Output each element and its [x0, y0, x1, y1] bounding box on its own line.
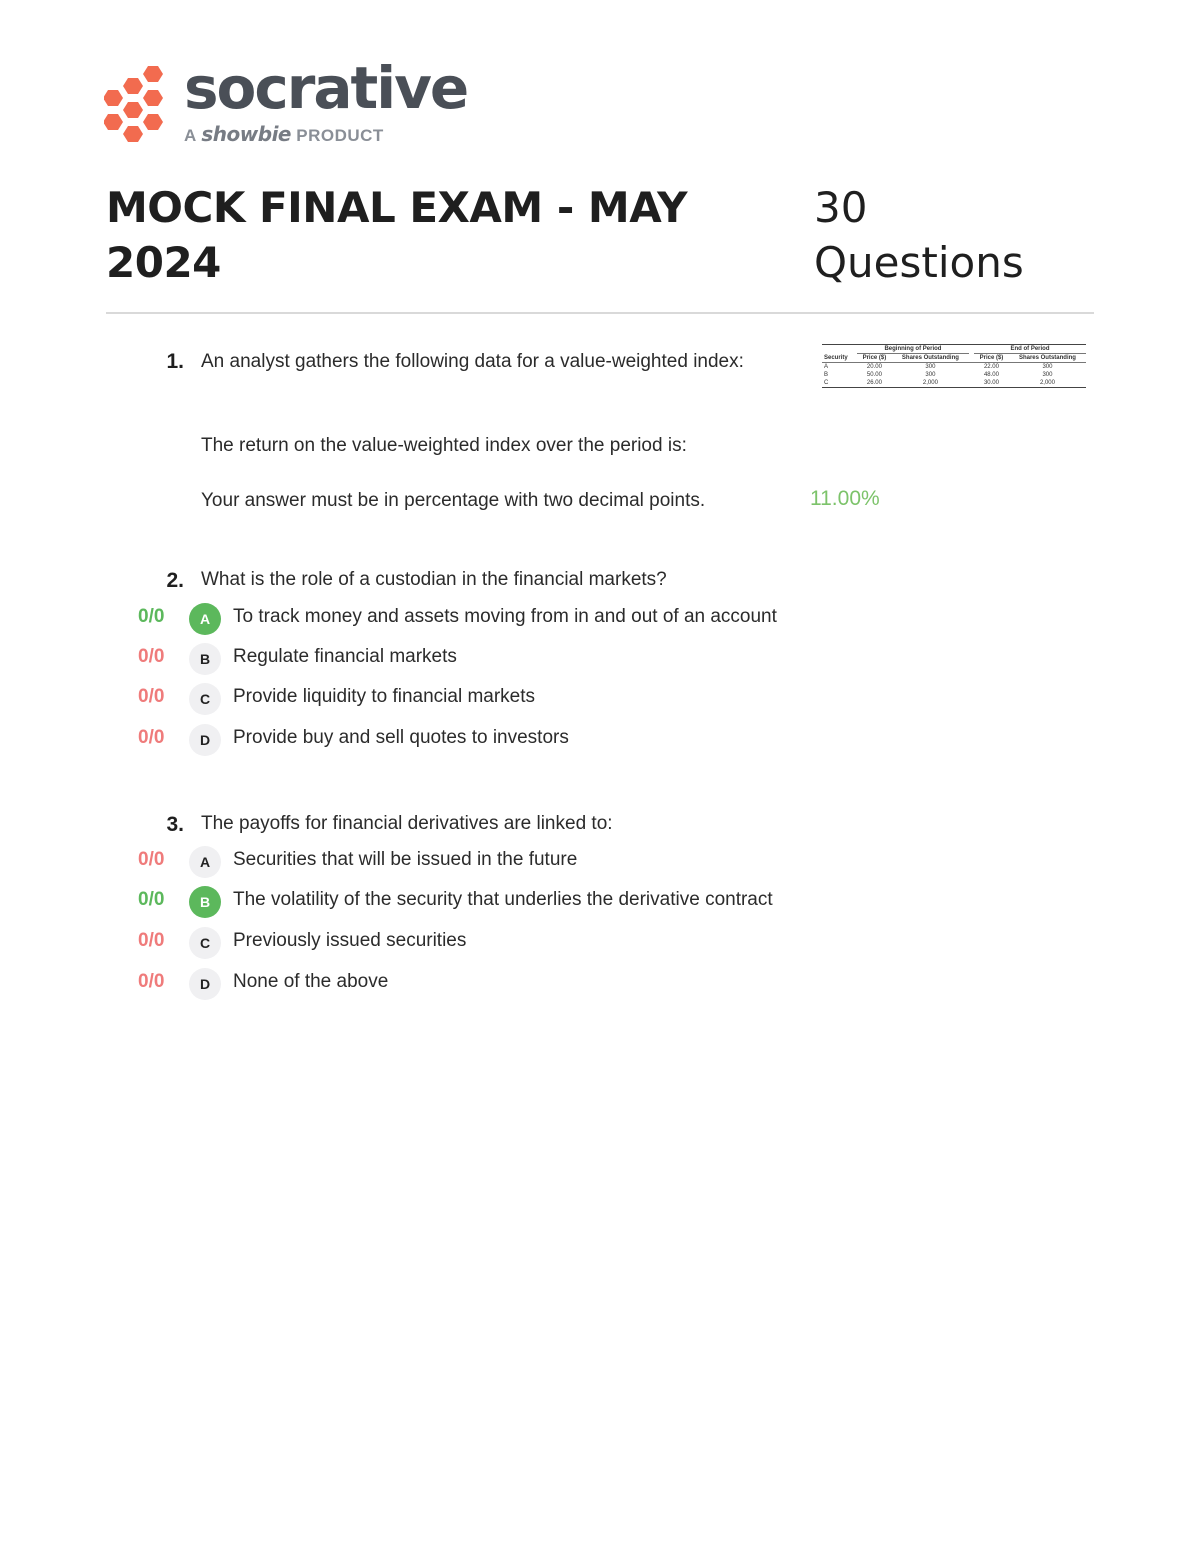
q2-number: 2.	[166, 569, 184, 592]
q3-option-b	[138, 885, 1038, 919]
table-cell: 30.00	[974, 379, 1009, 388]
table-cell: B	[824, 372, 829, 378]
exam-title-line1: MOCK FINAL EXAM - MAY	[106, 183, 688, 232]
tagline-suffix: PRODUCT	[296, 126, 384, 145]
q2-option-a	[138, 602, 1038, 636]
question-count	[814, 180, 1074, 290]
q1-text: An analyst gathers the following data for a value-weighted index:	[201, 351, 744, 372]
q1-data-table	[822, 344, 1086, 388]
table-cell: 48.00	[983, 372, 999, 378]
q1-subtext: The return on the value-weighted index over the period is:	[201, 435, 687, 456]
table-cell: 26.00	[857, 379, 892, 388]
option-score: 0/0	[138, 727, 165, 748]
hexagon-logo-icon	[104, 64, 168, 148]
brand-name: socrative	[184, 54, 468, 122]
table-cell: 20.00	[866, 364, 882, 370]
option-letter: D	[189, 968, 221, 1000]
table-cell: 300	[1042, 364, 1053, 370]
option-score: 0/0	[138, 606, 165, 627]
option-letter: C	[189, 683, 221, 715]
option-letter: D	[189, 724, 221, 756]
table-header: Shares Outstanding	[1009, 354, 1086, 363]
table-cell: 300	[925, 372, 936, 378]
q3-option-d	[138, 967, 1038, 1001]
option-text: Provide liquidity to financial markets	[233, 686, 536, 707]
table-header: Price ($)	[857, 354, 892, 363]
option-score: 0/0	[138, 971, 165, 992]
option-text: The volatility of the security that underlies the derivative contract	[233, 889, 773, 910]
option-text: Provide buy and sell quotes to investors	[233, 727, 569, 748]
table-spacer	[822, 345, 857, 354]
option-letter: A	[189, 846, 221, 878]
option-text: None of the above	[233, 971, 389, 992]
tagline-brand: showbie	[201, 122, 291, 146]
table-cell: 2,000	[892, 379, 969, 388]
option-text: Securities that will be issued in the future	[233, 849, 578, 870]
option-score: 0/0	[138, 646, 165, 667]
option-letter: C	[189, 927, 221, 959]
option-score: 0/0	[138, 686, 165, 707]
q2-option-b	[138, 642, 1038, 676]
tagline-prefix: A	[184, 126, 197, 145]
option-letter-correct: A	[189, 603, 221, 635]
table-header: Security	[822, 354, 857, 363]
brand-tagline	[184, 122, 384, 146]
q1-answer: 11.00%	[810, 487, 880, 510]
option-letter: B	[189, 643, 221, 675]
q2-option-c	[138, 682, 1038, 716]
table-cell: 2,000	[1009, 379, 1086, 388]
q1-instruction: Your answer must be in percentage with two decimal points.	[201, 490, 706, 511]
q3-option-c	[138, 926, 1038, 960]
q3-text: The payoffs for financial derivatives are linked to:	[201, 813, 613, 834]
option-text: Regulate financial markets	[233, 646, 457, 667]
table-row	[822, 371, 1086, 379]
table-cell: A	[824, 364, 829, 370]
table-row	[822, 379, 1086, 388]
option-score: 0/0	[138, 889, 165, 910]
table-cell: 22.00	[983, 364, 999, 370]
table-cell: C	[822, 379, 857, 388]
option-letter-correct: B	[189, 886, 221, 918]
exam-title	[106, 180, 746, 290]
question-count-label: Questions	[814, 238, 1024, 287]
question-count-number: 30	[814, 183, 868, 232]
table-header: Shares Outstanding	[892, 354, 969, 363]
q2-option-d	[138, 723, 1038, 757]
q1-number: 1.	[166, 350, 184, 373]
socrative-logo	[104, 54, 468, 148]
table-cell: 50.00	[866, 372, 882, 378]
option-text: To track money and assets moving from in and out of an account	[233, 606, 777, 627]
table-header: Price ($)	[974, 354, 1009, 363]
table-row	[822, 363, 1086, 372]
option-text: Previously issued securities	[233, 930, 467, 951]
header-divider	[106, 312, 1094, 314]
q3-option-a	[138, 845, 1038, 879]
table-group-end: End of Period	[974, 345, 1086, 354]
exam-title-line2: 2024	[106, 238, 221, 287]
option-score: 0/0	[138, 849, 165, 870]
table-group-begin: Beginning of Period	[857, 345, 969, 354]
table-cell: 300	[925, 364, 936, 370]
table-cell: 300	[1042, 372, 1053, 378]
q3-number: 3.	[166, 813, 184, 836]
option-score: 0/0	[138, 930, 165, 951]
q2-text: What is the role of a custodian in the financial markets?	[201, 569, 667, 590]
